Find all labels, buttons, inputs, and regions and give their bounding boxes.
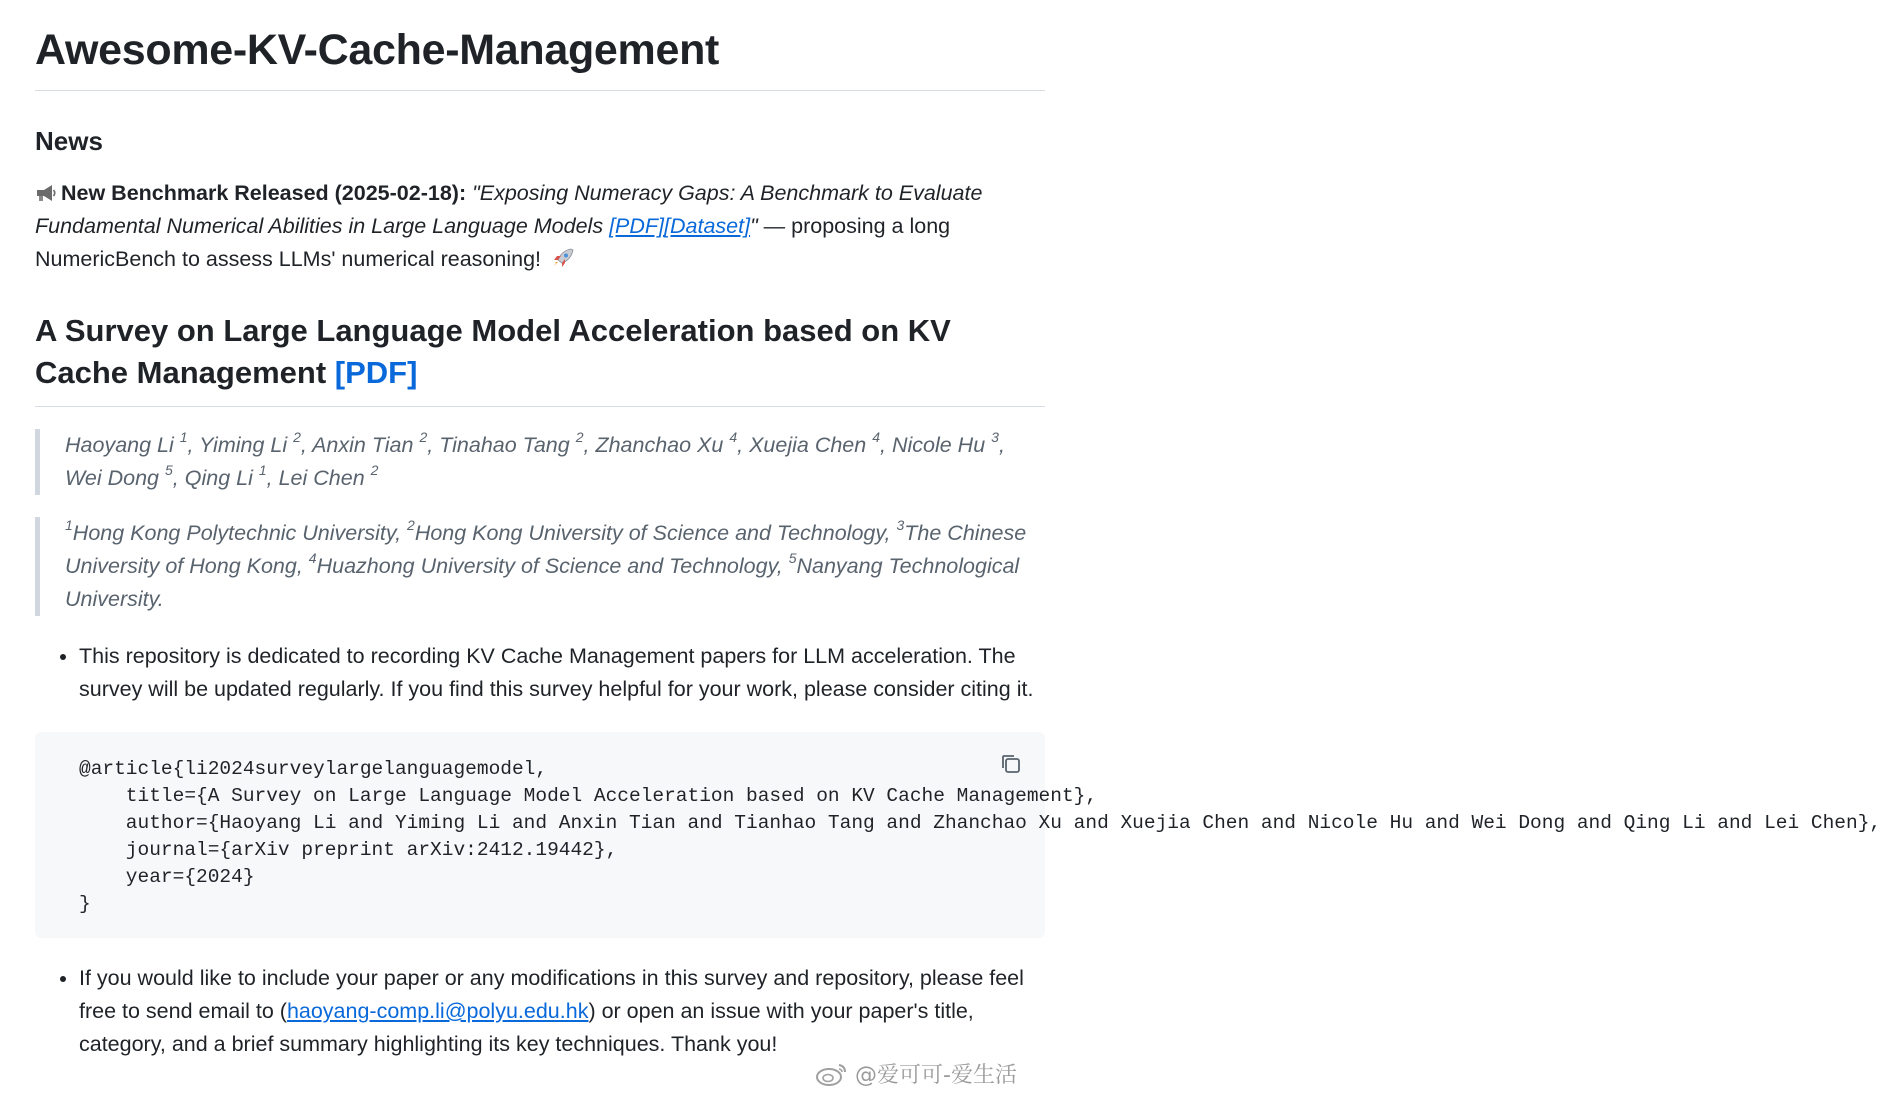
author-affiliation-number: 2: [293, 428, 301, 445]
watermark-text: @爱可可-爱生活: [855, 1063, 1017, 1088]
bibtex-code-block: [35, 732, 1881, 938]
news-rest: — proposing a long NumericBench to assess LLMs' numerical reasoning!: [35, 214, 951, 271]
author-name: Lei Chen: [278, 466, 371, 490]
news-heading: News: [35, 126, 103, 156]
code-line: year={2024}: [79, 866, 255, 888]
list-item: • This repository is dedicated to recording KV Cache Management papers for LLM acceleration. The survey will be updated regularly. If you find this survey helpful for your work, please consider citing it.: [79, 640, 1045, 706]
megaphone-icon: [35, 184, 57, 202]
email-link[interactable]: haoyang-comp.li@polyu.edu.hk: [286, 999, 589, 1023]
author-affiliation-number: 2: [575, 428, 584, 445]
author-affiliation-number: 1: [179, 428, 188, 445]
author-name: Haoyang Li: [65, 433, 180, 457]
author-affiliation-number: 2: [370, 461, 379, 478]
author-name: Nicole Hu: [891, 433, 992, 457]
page-title: Awesome-KV-Cache-Management: [35, 0, 1045, 91]
news-dataset-link[interactable]: [Dataset]: [664, 214, 751, 238]
author-name: Zhanchao Xu: [595, 433, 730, 457]
affiliations-quote: $^1$Hong Kong Polytechnic University, $^2$Hong Kong University of Science and Technology, $^3$The Chinese University of Hong Kong, $^4$Huazhong University of Science and Technology, $^5$Nanyang Technological University.: [35, 517, 1045, 616]
survey-title: A Survey on Large Language Model Acceleration based on KV Cache Management: [35, 313, 951, 390]
readme-page: [35, 0, 1881, 1061]
news-quote-close: ": [750, 214, 758, 238]
list-item: [79, 962, 1045, 1061]
author-name: Yiming Li: [199, 433, 294, 457]
rocket-icon: [551, 247, 575, 269]
copy-icon[interactable]: [999, 752, 1023, 776]
author-affiliation-number: 4: [872, 428, 880, 445]
news-bold-label: New Benchmark Released (2025-02-18):: [61, 181, 467, 205]
contact-list: [35, 962, 1045, 1061]
authors-quote: Haoyang Li $^1$, Yiming Li $^2$, Anxin Tian $^2$, Tinahao Tang $^2$, Zhanchao Xu $^4$, Xuejia Chen $^4$, Nicole Hu $^3$, Wei Dong $^5$, Qing Li $^1$, Lei Chen $^2$: [35, 429, 1045, 495]
code-line: journal={arXiv preprint arXiv:2412.19442},: [79, 839, 618, 861]
author-affiliation-number: 1: [258, 461, 267, 478]
intro-list: [35, 640, 1045, 706]
news-pdf-link[interactable]: [PDF]: [609, 214, 665, 238]
author-affiliation-number: 4: [729, 428, 738, 445]
bibtex-code: [35, 732, 1881, 918]
affiliation-name: Nanyang Technological University: [65, 554, 1020, 611]
affiliation-number: 1: [65, 516, 73, 533]
affiliation-name: Hong Kong University of Science and Technology: [414, 521, 885, 545]
code-line: }: [79, 893, 91, 915]
news-paragraph: [35, 177, 1045, 276]
news-quote-text: "Exposing Numeracy Gaps: A Benchmark to Evaluate Fundamental Numerical Abilities in Large Language Models: [35, 181, 983, 238]
affiliation-name: Hong Kong Polytechnic University: [72, 521, 396, 545]
author-name: Xuejia Chen: [749, 433, 873, 457]
code-line: @article{li2024surveylargelanguagemodel,: [79, 758, 548, 780]
affiliation-number: 5: [788, 549, 797, 566]
survey-pdf-link[interactable]: [PDF]: [334, 355, 418, 390]
contact-text-after: ) or open an issue with your paper's title, category, and a brief summary highlighting its key techniques. Thank you!: [79, 999, 974, 1056]
author-affiliation-number: 5: [164, 461, 173, 478]
author-name: Wei Dong: [65, 466, 165, 490]
affiliation-name: Huazhong University of Science and Technology: [316, 554, 777, 578]
author-affiliation-number: 2: [419, 428, 428, 445]
author-name: Anxin Tian: [312, 433, 420, 457]
affiliation-number: 3: [896, 516, 905, 533]
survey-heading: [35, 310, 1045, 407]
author-name: Tinahao Tang: [439, 433, 576, 457]
weibo-logo-icon: [815, 1060, 849, 1088]
watermark: [815, 1058, 1017, 1089]
affiliation-name: The Chinese University of Hong Kong: [65, 521, 1027, 578]
author-name: Qing Li: [184, 466, 259, 490]
contact-text-before: If you would like to include your paper or any modifications in this survey and repository, please feel free to send email to (: [79, 966, 1024, 1023]
author-affiliation-number: 3: [991, 428, 999, 445]
code-line: author={Haoyang Li and Yiming Li and Anxin Tian and Tianhao Tang and Zhanchao Xu and Xuejia Chen and Nicole Hu and Wei Dong and Qing Li and Lei Chen},: [79, 812, 1881, 834]
code-line: title={A Survey on Large Language Model Acceleration based on KV Cache Management},: [79, 785, 1098, 807]
affiliation-number: 2: [407, 516, 415, 533]
affiliation-number: 4: [308, 549, 317, 566]
